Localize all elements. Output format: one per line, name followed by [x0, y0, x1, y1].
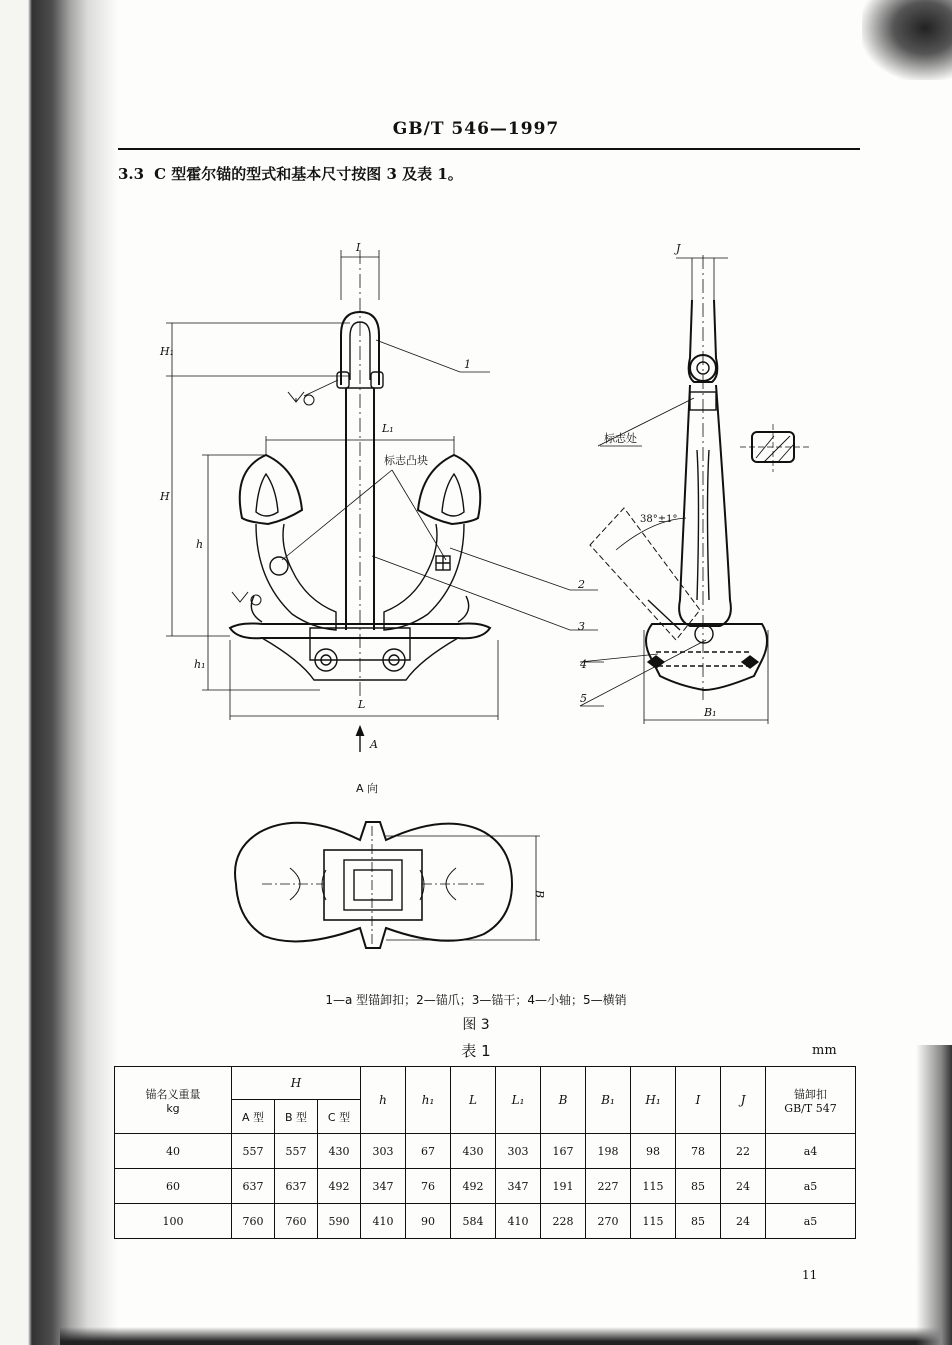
table-cell: 228: [541, 1204, 586, 1239]
table-cell: 22: [721, 1134, 766, 1169]
page-number: 11: [802, 1268, 818, 1282]
figure-caption: 1—a 型锚卸扣；2—锚爪；3—锚干；4—小轴；5—横销: [325, 993, 627, 1007]
marker-place-label: 标志处: [604, 432, 637, 445]
table-cell: 270: [586, 1204, 631, 1239]
col-H-type-C: C 型: [318, 1100, 361, 1134]
marker-boss-label: 标志凸块: [384, 454, 428, 467]
table-cell: 90: [406, 1204, 451, 1239]
table-cell: 760: [275, 1204, 318, 1239]
table-cell: 760: [232, 1204, 275, 1239]
col-B1-header: B₁: [586, 1067, 631, 1134]
col-B-header: B: [541, 1067, 586, 1134]
table-cell: 100: [115, 1204, 232, 1239]
front-view-labels: [159, 241, 585, 751]
side-view-anchor: [590, 255, 812, 700]
table-cell: 78: [676, 1134, 721, 1169]
table-cell: 492: [318, 1169, 361, 1204]
table-cell: 430: [318, 1134, 361, 1169]
table-cell: 410: [496, 1204, 541, 1239]
table-cell: 67: [406, 1134, 451, 1169]
dim-H1-label: H₁: [160, 345, 175, 358]
dim-B-label: B: [533, 890, 546, 899]
dim-h-label: h: [196, 538, 204, 551]
table-cell: a5: [766, 1169, 856, 1204]
col-h-header: h: [361, 1067, 406, 1134]
table-cell: 303: [496, 1134, 541, 1169]
scan-edge-bottom-right: [916, 1045, 952, 1345]
front-view-dimensions: [166, 250, 498, 752]
table-cell: 76: [406, 1169, 451, 1204]
table-unit: mm: [812, 1043, 837, 1058]
clause-text: C 型霍尔锚的型式和基本尺寸按图 3 及表 1。: [154, 165, 463, 183]
col-weight-unit: kg: [166, 1101, 180, 1115]
table-cell: 198: [586, 1134, 631, 1169]
table-cell: 115: [631, 1169, 676, 1204]
col-H-header: H: [232, 1067, 361, 1100]
col-H-type-A: A 型: [232, 1100, 275, 1134]
table-cell: 227: [586, 1169, 631, 1204]
table-body: [115, 1134, 856, 1239]
table-cell: 637: [275, 1169, 318, 1204]
table-cell: 85: [676, 1169, 721, 1204]
table-row: [115, 1134, 856, 1169]
table-cell: 60: [115, 1169, 232, 1204]
table-cell: 167: [541, 1134, 586, 1169]
table-cell: 557: [232, 1134, 275, 1169]
dim-I-label: I: [356, 241, 361, 254]
figure-label: 图 3: [462, 1017, 490, 1033]
callout-1: 1: [464, 358, 471, 371]
table-cell: a4: [766, 1134, 856, 1169]
table-cell: 492: [451, 1169, 496, 1204]
col-L1-header: L₁: [496, 1067, 541, 1134]
dimensions-table: [114, 1066, 856, 1239]
dim-J-label: J: [676, 242, 681, 255]
table-cell: 584: [451, 1204, 496, 1239]
col-weight-title: 锚名义重量: [145, 1087, 201, 1101]
table-cell: 410: [361, 1204, 406, 1239]
view-arrow-A-label: A: [370, 738, 378, 751]
table-title: 表 1: [461, 1042, 491, 1060]
table-cell: 557: [275, 1134, 318, 1169]
table-cell: 115: [631, 1204, 676, 1239]
col-H-type-B: B 型: [275, 1100, 318, 1134]
clause-number: 3.3: [118, 165, 145, 183]
col-shackle-title: 锚卸扣: [794, 1087, 827, 1101]
table-cell: 347: [496, 1169, 541, 1204]
table-row: [115, 1169, 856, 1204]
dim-L-label: L: [358, 698, 366, 711]
col-h1-header: h₁: [406, 1067, 451, 1134]
col-H1-header: H₁: [631, 1067, 676, 1134]
table-cell: 191: [541, 1169, 586, 1204]
table-row: [115, 1204, 856, 1239]
callout-5: 5: [580, 692, 587, 705]
table-cell: 98: [631, 1134, 676, 1169]
view-a-title: A 向: [356, 782, 379, 795]
callout-4: 4: [580, 658, 587, 671]
callout-2: 2: [578, 578, 585, 591]
col-L-header: L: [451, 1067, 496, 1134]
table-cell: a5: [766, 1204, 856, 1239]
col-I-header: I: [676, 1067, 721, 1134]
side-view-dimensions: [580, 258, 768, 724]
table-cell: 637: [232, 1169, 275, 1204]
callout-3: 3: [578, 620, 585, 633]
angle-label: 38°±1°: [640, 514, 678, 525]
table-cell: 85: [676, 1204, 721, 1239]
col-J-header: J: [721, 1067, 766, 1134]
scan-edge-bottom: [60, 1327, 952, 1345]
front-view-anchor: [230, 250, 490, 700]
view-a-drawing: [235, 822, 546, 948]
table-cell: 347: [361, 1169, 406, 1204]
col-shackle-std: GB/T 547: [784, 1101, 837, 1115]
dim-L1-label: L₁: [382, 422, 394, 435]
table-cell: 40: [115, 1134, 232, 1169]
table-cell: 303: [361, 1134, 406, 1169]
dim-h1-label: h₁: [194, 658, 206, 671]
dim-H-label: H: [160, 490, 170, 503]
front-view-leaders: [282, 340, 598, 630]
col-shackle-header: [766, 1067, 856, 1134]
table-header-row: [115, 1067, 856, 1100]
table-cell: 24: [721, 1169, 766, 1204]
standard-number: GB/T 546—1997: [392, 119, 560, 139]
table-cell: 430: [451, 1134, 496, 1169]
dim-B1-label: B₁: [704, 706, 717, 719]
table-cell: 24: [721, 1204, 766, 1239]
col-weight-header: [115, 1067, 232, 1134]
table-cell: 590: [318, 1204, 361, 1239]
